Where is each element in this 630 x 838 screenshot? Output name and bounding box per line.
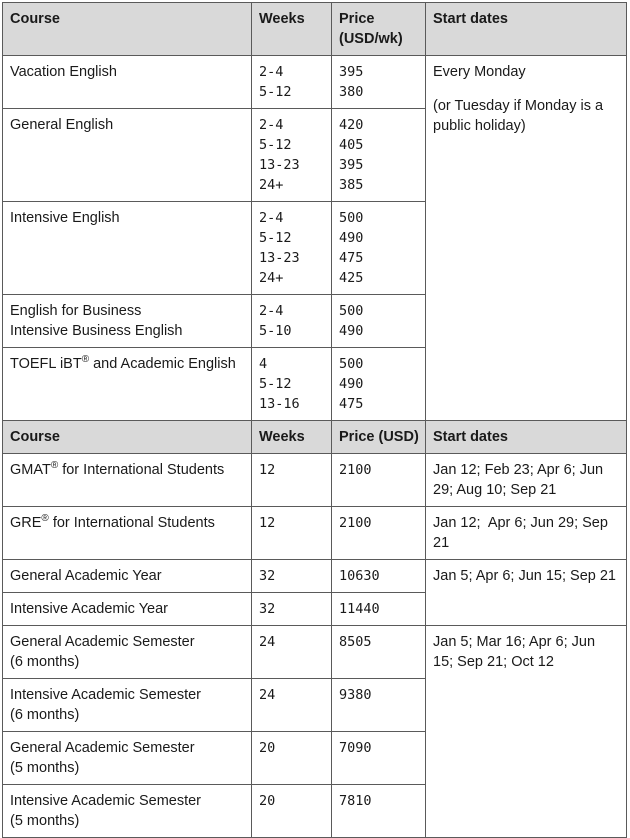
price-cell: 2100 bbox=[332, 507, 426, 560]
weeks-cell: 2-4 5-10 bbox=[252, 295, 332, 348]
course-name: General Academic Semester (5 months) bbox=[3, 732, 252, 785]
price-cell: 395 380 bbox=[332, 56, 426, 109]
start-dates-cell: Jan 5; Apr 6; Jun 15; Sep 21 bbox=[426, 560, 627, 626]
weeks-cell: 12 bbox=[252, 454, 332, 507]
course-name: GMAT® for International Students bbox=[3, 454, 252, 507]
start-dates-cell: Jan 12; Apr 6; Jun 29; Sep 21 bbox=[426, 507, 627, 560]
header-row-weekly bbox=[3, 3, 627, 56]
course-name: General Academic Semester (6 months) bbox=[3, 626, 252, 679]
header-row-programs bbox=[3, 421, 627, 454]
table-row bbox=[3, 626, 627, 679]
course-name: Intensive Academic Year bbox=[3, 593, 252, 626]
start-dates-cell: Jan 5; Mar 16; Apr 6; Jun 15; Sep 21; Oct 12 bbox=[426, 626, 627, 838]
course-name: GRE® for International Students bbox=[3, 507, 252, 560]
price-cell: 9380 bbox=[332, 679, 426, 732]
course-name: General Academic Year bbox=[3, 560, 252, 593]
table-row bbox=[3, 507, 627, 560]
registered-mark: ® bbox=[81, 354, 90, 366]
header-price-weekly: Price (USD/wk) bbox=[332, 3, 426, 56]
weeks-cell: 24 bbox=[252, 626, 332, 679]
table-row bbox=[3, 560, 627, 593]
price-cell: 2100 bbox=[332, 454, 426, 507]
course-name: Intensive Academic Semester (6 months) bbox=[3, 679, 252, 732]
price-cell: 10630 bbox=[332, 560, 426, 593]
price-cell: 7810 bbox=[332, 785, 426, 838]
registered-mark: ® bbox=[50, 460, 59, 472]
weeks-cell: 4 5-12 13-16 bbox=[252, 348, 332, 421]
course-name: English for Business Intensive Business English bbox=[3, 295, 252, 348]
header-start-dates: Start dates bbox=[426, 421, 627, 454]
header-weeks: Weeks bbox=[252, 421, 332, 454]
weeks-cell: 12 bbox=[252, 507, 332, 560]
weekly-start-dates: Every Monday (or Tuesday if Monday is a public holiday) bbox=[426, 56, 627, 421]
weeks-cell: 32 bbox=[252, 593, 332, 626]
weeks-cell: 32 bbox=[252, 560, 332, 593]
weeks-cell: 24 bbox=[252, 679, 332, 732]
start-dates-cell: Jan 12; Feb 23; Apr 6; Jun 29; Aug 10; Sep 21 bbox=[426, 454, 627, 507]
header-course: Course bbox=[3, 421, 252, 454]
header-course: Course bbox=[3, 3, 252, 56]
price-cell: 7090 bbox=[332, 732, 426, 785]
table-row bbox=[3, 56, 627, 109]
header-price-total: Price (USD) bbox=[332, 421, 426, 454]
course-name: General English bbox=[3, 109, 252, 202]
course-price-table-wrapper bbox=[2, 2, 627, 838]
course-name: Vacation English bbox=[3, 56, 252, 109]
course-name: TOEFL iBT® and Academic English bbox=[3, 348, 252, 421]
header-start-dates: Start dates bbox=[426, 3, 627, 56]
price-cell: 500 490 475 425 bbox=[332, 202, 426, 295]
price-cell: 8505 bbox=[332, 626, 426, 679]
start-dates-note: (or Tuesday if Monday is a public holiday) bbox=[433, 98, 604, 134]
weeks-cell: 20 bbox=[252, 732, 332, 785]
price-cell: 500 490 bbox=[332, 295, 426, 348]
weeks-cell: 20 bbox=[252, 785, 332, 838]
price-cell: 11440 bbox=[332, 593, 426, 626]
header-weeks: Weeks bbox=[252, 3, 332, 56]
course-name: Intensive English bbox=[3, 202, 252, 295]
course-price-table bbox=[2, 2, 627, 838]
weeks-cell: 2-4 5-12 13-23 24+ bbox=[252, 202, 332, 295]
weeks-cell: 2-4 5-12 bbox=[252, 56, 332, 109]
price-cell: 500 490 475 bbox=[332, 348, 426, 421]
registered-mark: ® bbox=[41, 513, 49, 525]
table-row bbox=[3, 454, 627, 507]
weeks-cell: 2-4 5-12 13-23 24+ bbox=[252, 109, 332, 202]
course-name: Intensive Academic Semester (5 months) bbox=[3, 785, 252, 838]
price-cell: 420 405 395 385 bbox=[332, 109, 426, 202]
